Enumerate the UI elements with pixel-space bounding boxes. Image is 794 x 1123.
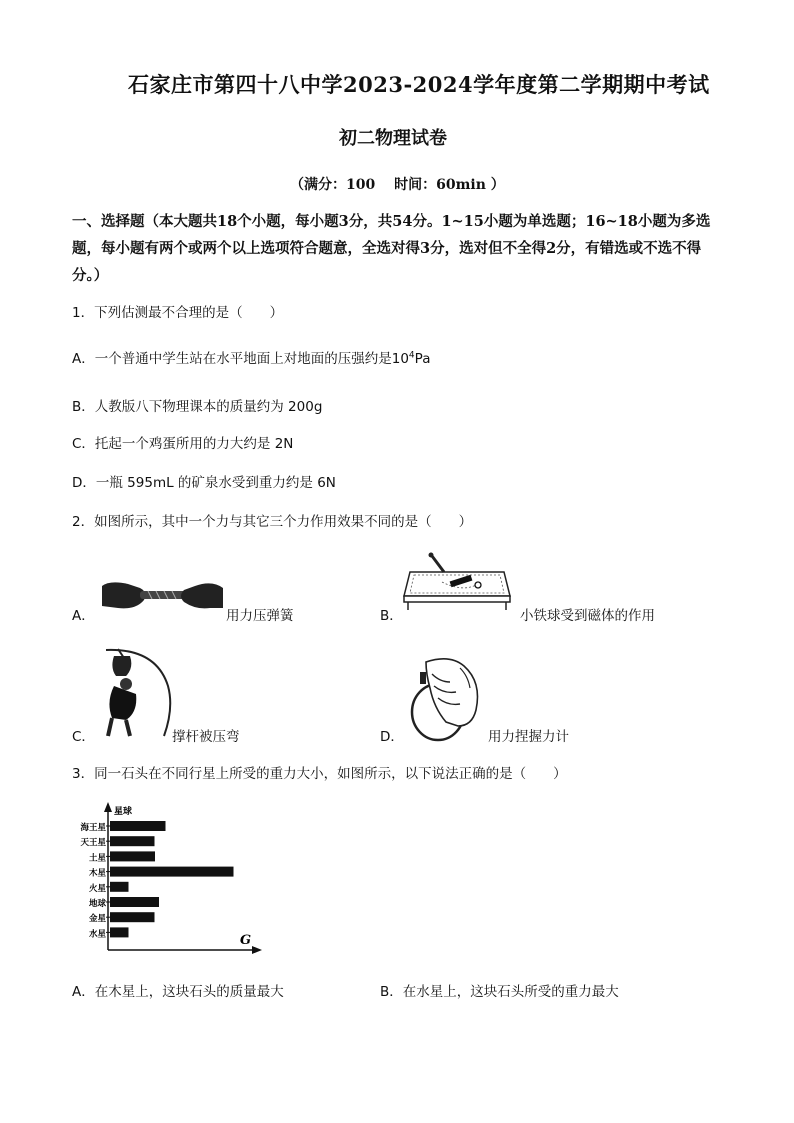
q1-option-a-unit: Pa: [414, 351, 431, 367]
chart-bar: [110, 912, 155, 922]
pole-vault-illustration: [96, 646, 176, 738]
q2-option-b-text: 小铁球受到磁体的作用: [520, 608, 655, 624]
q1-option-d: D．一瓶 595mL 的矿泉水受到重力约是 6N: [72, 475, 336, 491]
q2-option-b-letter: B．: [380, 608, 403, 624]
chart-category-label: 地球: [88, 899, 106, 909]
chart-bars: [80, 821, 233, 939]
exam-subtitle: 初二物理试卷: [339, 128, 447, 149]
grip-dynamometer-illustration: [406, 652, 488, 744]
chart-bar: [110, 927, 129, 937]
q1-option-a-text: A．一个普通中学生站在水平地面上对地面的压强约是10: [72, 351, 409, 367]
q3-option-a: A．在木星上，这块石头的质量最大: [72, 984, 284, 1000]
exam-meta: （满分：100 时间：60min ）: [290, 177, 505, 193]
chart-category-label: 金星: [88, 914, 106, 925]
exam-title: 石家庄市第四十八中学2023-2024学年度第二学期期中考试: [128, 72, 710, 97]
q2-option-c-text: 撑杆被压弯: [172, 729, 240, 745]
section-heading: 一、选择题（本大题共18个小题，每小题3分，共54分。1~15小题为单选题；16~18小题为多选题，每小题有两个或两个以上选项符合题意，全选对得3分，选对但不全得2分，有错选或不选不得分。）: [72, 213, 711, 284]
chart-bar: [110, 897, 159, 907]
q2-option-a-letter: A．: [72, 608, 95, 624]
chart-category-label: 天王星: [80, 838, 106, 849]
magnet-ball-illustration: [402, 552, 512, 614]
q1-option-b: B．人教版八下物理课本的质量约为 200g: [72, 399, 323, 415]
q1-option-a: [72, 347, 430, 367]
chart-category-label: 火星: [88, 883, 106, 894]
q1-stem: 1．下列估测最不合理的是（ ）: [72, 305, 284, 321]
q3-option-b: B．在水星上，这块石头所受的重力最大: [380, 984, 619, 1000]
chart-x-axis-label: G: [240, 933, 252, 948]
q2-option-c-letter: C．: [72, 729, 95, 745]
chart-category-label: 土星: [88, 853, 106, 864]
chart-bar: [110, 867, 234, 877]
q3-stem: 3．同一石头在不同行星上所受的重力大小，如图所示，以下说法正确的是（ ）: [72, 766, 567, 782]
q1-option-a-exponent: 4: [408, 350, 415, 361]
spring-press-illustration: [100, 578, 225, 616]
chart-bar: [110, 851, 155, 861]
chart-bar: [110, 821, 166, 831]
q2-option-a-text: 用力压弹簧: [226, 608, 294, 624]
chart-y-arrow: [104, 802, 112, 812]
q2-option-d-text: 用力捏握力计: [488, 729, 569, 745]
q1-option-c: C．托起一个鸡蛋所用的力大约是 2N: [72, 436, 294, 452]
chart-y-axis-label: 星球: [114, 807, 133, 817]
planet-gravity-chart: [70, 800, 270, 958]
q2-stem: 2．如图所示，其中一个力与其它三个力作用效果不同的是（ ）: [72, 514, 473, 530]
chart-category-label: 海王星: [80, 823, 106, 833]
chart-x-arrow: [252, 946, 262, 954]
q2-option-d-letter: D．: [380, 729, 404, 745]
chart-bar: [110, 882, 129, 892]
chart-category-label: 水星: [88, 929, 106, 940]
chart-bar: [110, 836, 155, 846]
chart-category-label: 木星: [88, 868, 106, 879]
